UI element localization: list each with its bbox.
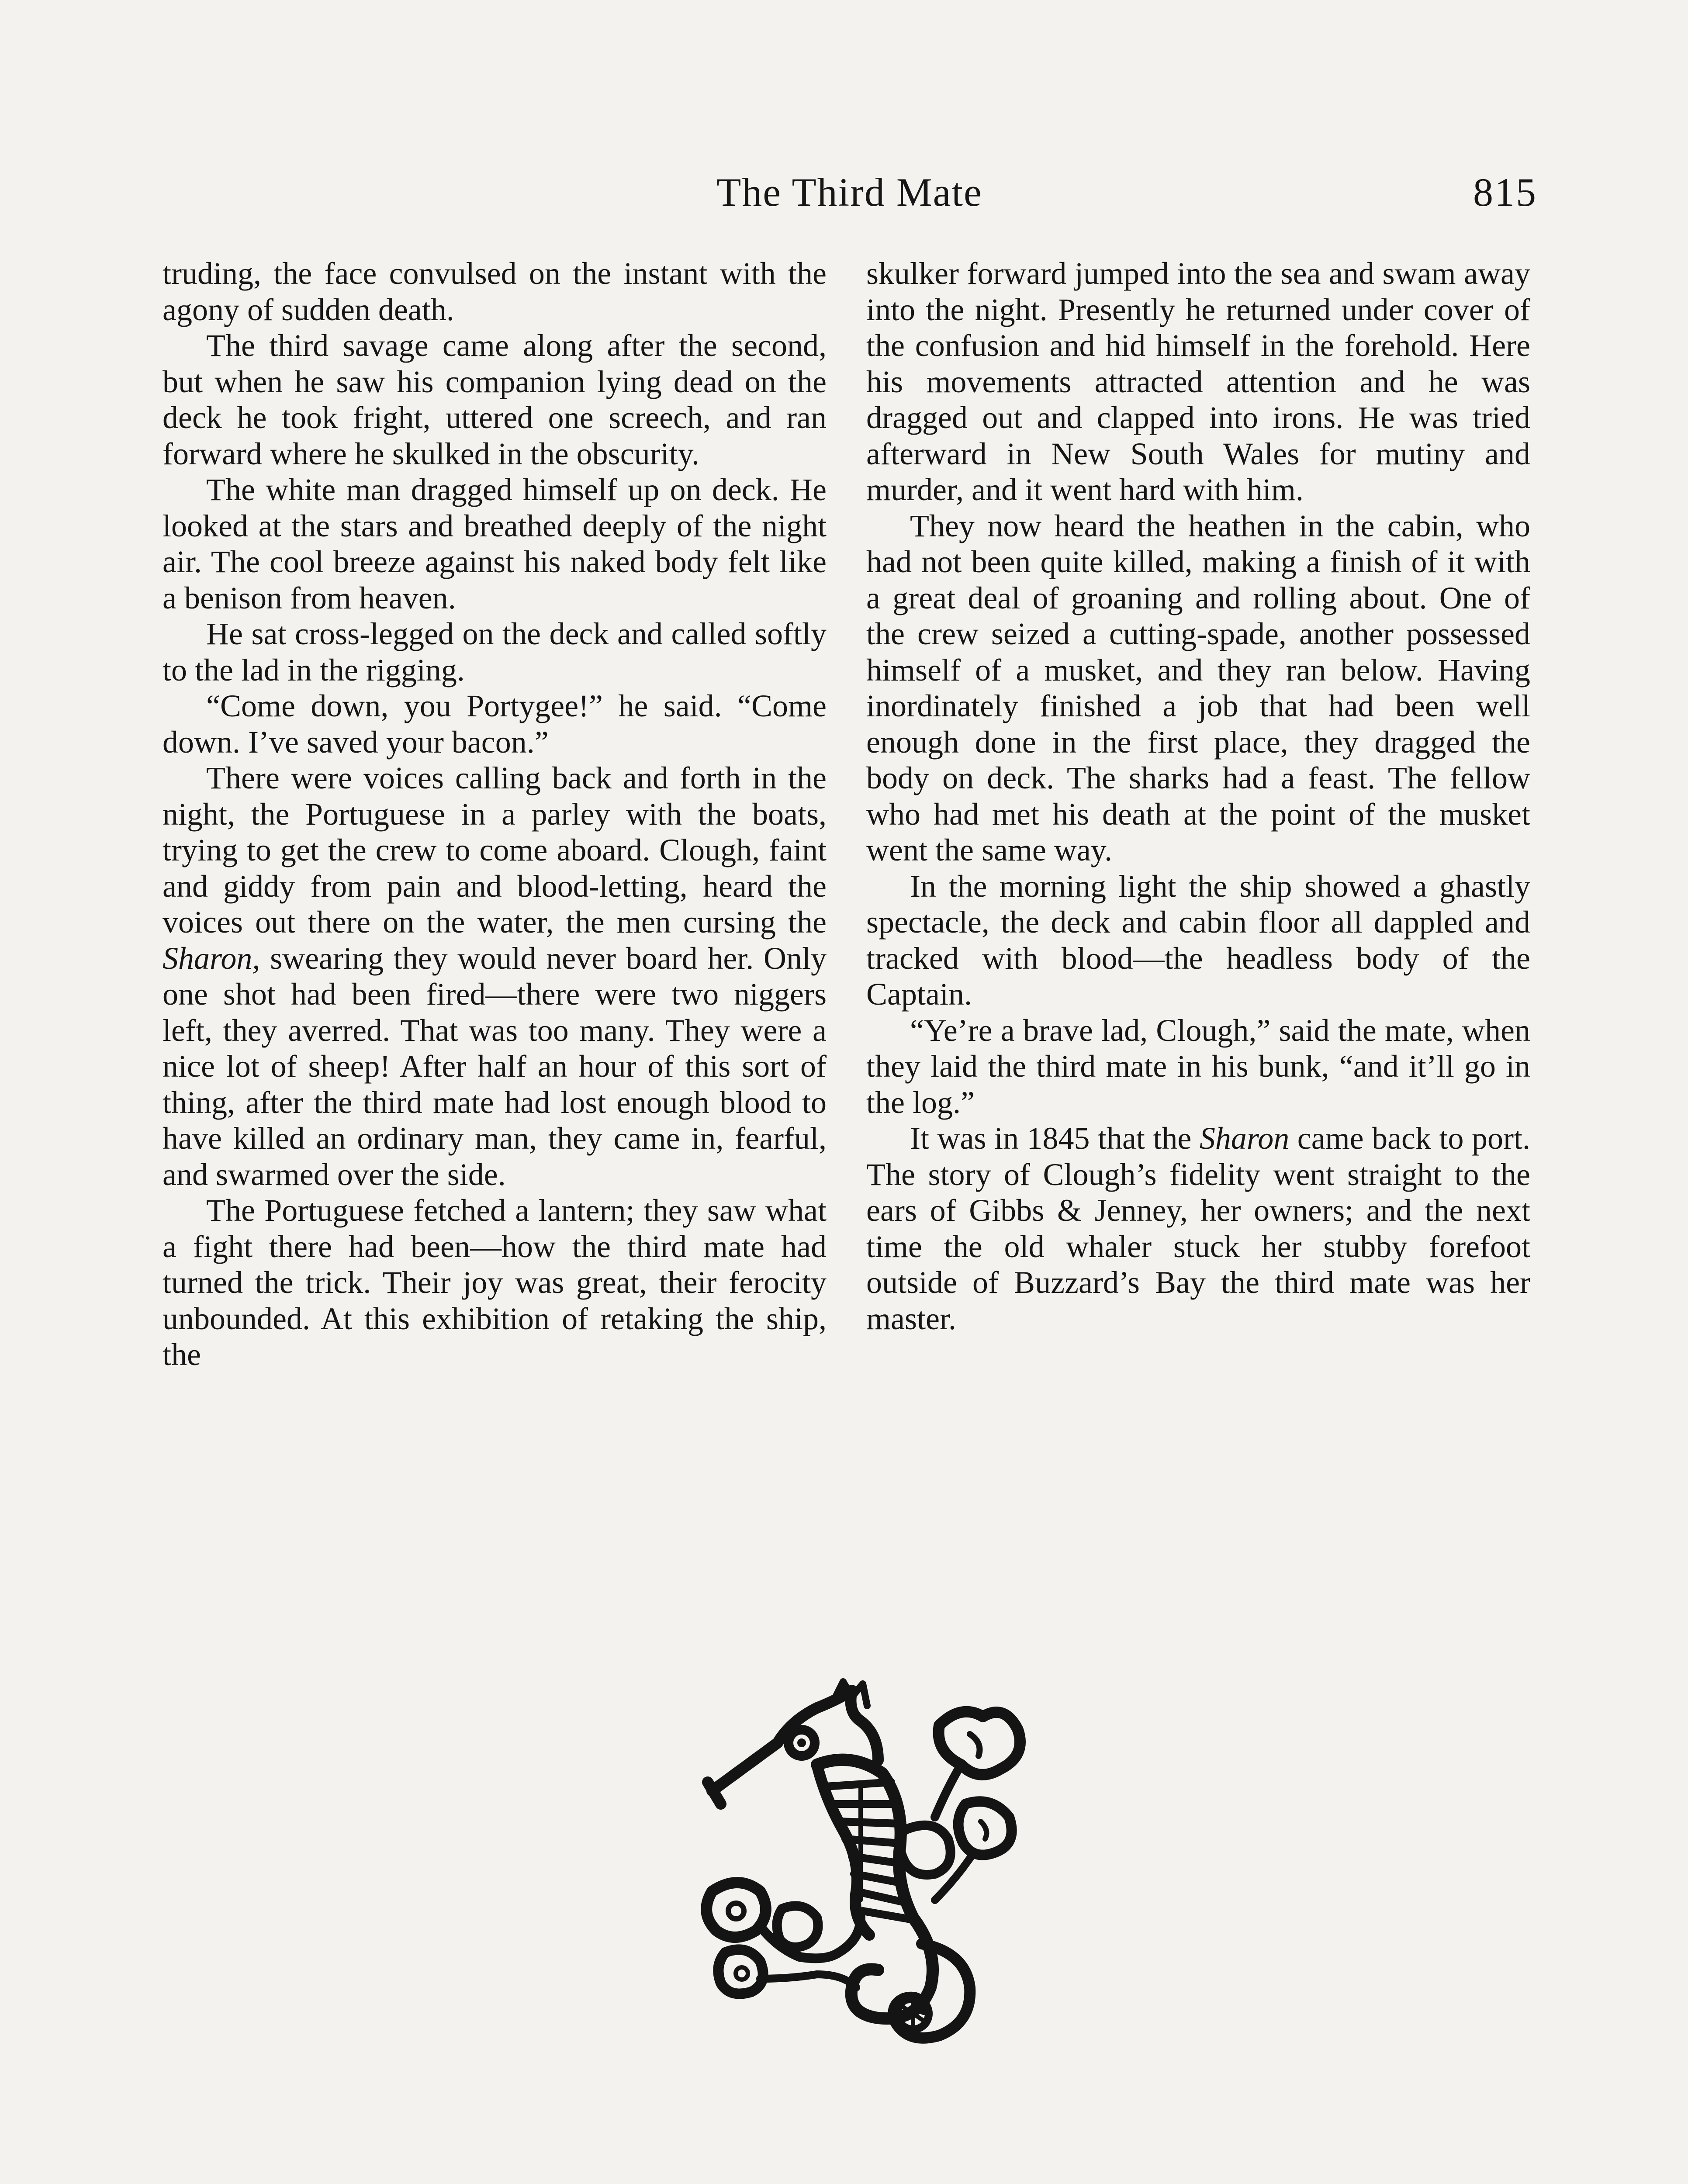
ship-name: Sharon bbox=[1199, 1121, 1290, 1156]
seahorse-icon bbox=[633, 1673, 1070, 2066]
paragraph: In the morning light the ship showed a ghastly spectacle, the deck and cabin floor all dappled and tracked with blood—the headless body of the Captain. bbox=[866, 868, 1530, 1012]
paragraph bbox=[866, 1120, 1530, 1337]
paragraph: The third savage came along after the second, but when he saw his companion lying dead on the deck he took fright, uttered one screech, and ran forward where he skulked in the obscurity. bbox=[163, 328, 827, 471]
ship-name: Sharon, bbox=[163, 940, 260, 976]
paragraph bbox=[163, 760, 827, 1192]
text-run: It was in 1845 that the bbox=[910, 1121, 1200, 1156]
page-number: 815 bbox=[1473, 170, 1537, 214]
left-column bbox=[163, 256, 827, 1373]
paragraph: They now heard the heathen in the cabin, who had not been quite killed, making a finish of it with a great deal of groaning and rolling about. One of the crew seized a cutting-spade, another possessed himself of a musket, and they ran below. Having inordinately finished a job that had been well enough done in the first place, they dragged the body on deck. The sharks had a feast. The fellow who had met his death at the point of the musket went the same way. bbox=[866, 508, 1530, 867]
paragraph: “Come down, you Portygee!” he said. “Come down. I’ve saved your bacon.” bbox=[163, 688, 827, 760]
paragraph: The white man dragged himself up on deck. He looked at the stars and breathed deeply of the night air. The cool breeze against his naked body felt like a benison from heaven. bbox=[163, 472, 827, 615]
paragraph: The Portuguese fetched a lantern; they saw what a fight there had been—how the third mate had turned the trick. Their joy was great, their ferocity unbounded. At this exhibition of retaking the ship, the bbox=[163, 1193, 827, 1372]
text-run: swearing they would never board her. Only one shot had been fired—there were two niggers left, they averred. That was too many. They were a nice lot of sheep! After half an hour of this sort of thing, after the third mate had lost enough blood to have killed an ordinary man, they came in, fearful, and swarmed over the side. bbox=[163, 940, 827, 1192]
text-run: There were voices calling back and forth in the night, the Portuguese in a parley with the boats, trying to get the crew to come aboard. Clough, faint and giddy from pain and blood-letting, heard the voices out there on the water, the men cursing the bbox=[163, 760, 827, 940]
paragraph: skulker forward jumped into the sea and swam away into the night. Presently he returned under cover of the confusion and hid himself in the forehold. Here his movements attracted attention and he was dragged out and clapped into irons. He was tried afterward in New South Wales for mutiny and murder, and it went hard with him. bbox=[866, 256, 1530, 507]
paragraph: “Ye’re a brave lad, Clough,” said the mate, when they laid the third mate in his bunk, “and it’ll go in the log.” bbox=[866, 1013, 1530, 1120]
running-title: The Third Mate bbox=[716, 170, 982, 214]
text-run: came back to port. The story of Clough’s fidelity went straight to the ears of Gibbs & Jenney, her owners; and the next time the old whaler stuck her stubby forefoot outside of Buzzard’s Bay the third mate was her master. bbox=[866, 1121, 1530, 1336]
paragraph: truding, the face convulsed on the instant with the agony of sudden death. bbox=[163, 256, 827, 327]
paragraph: He sat cross-legged on the deck and called softly to the lad in the rigging. bbox=[163, 616, 827, 688]
page-header bbox=[162, 157, 1537, 227]
right-column bbox=[866, 256, 1530, 1337]
